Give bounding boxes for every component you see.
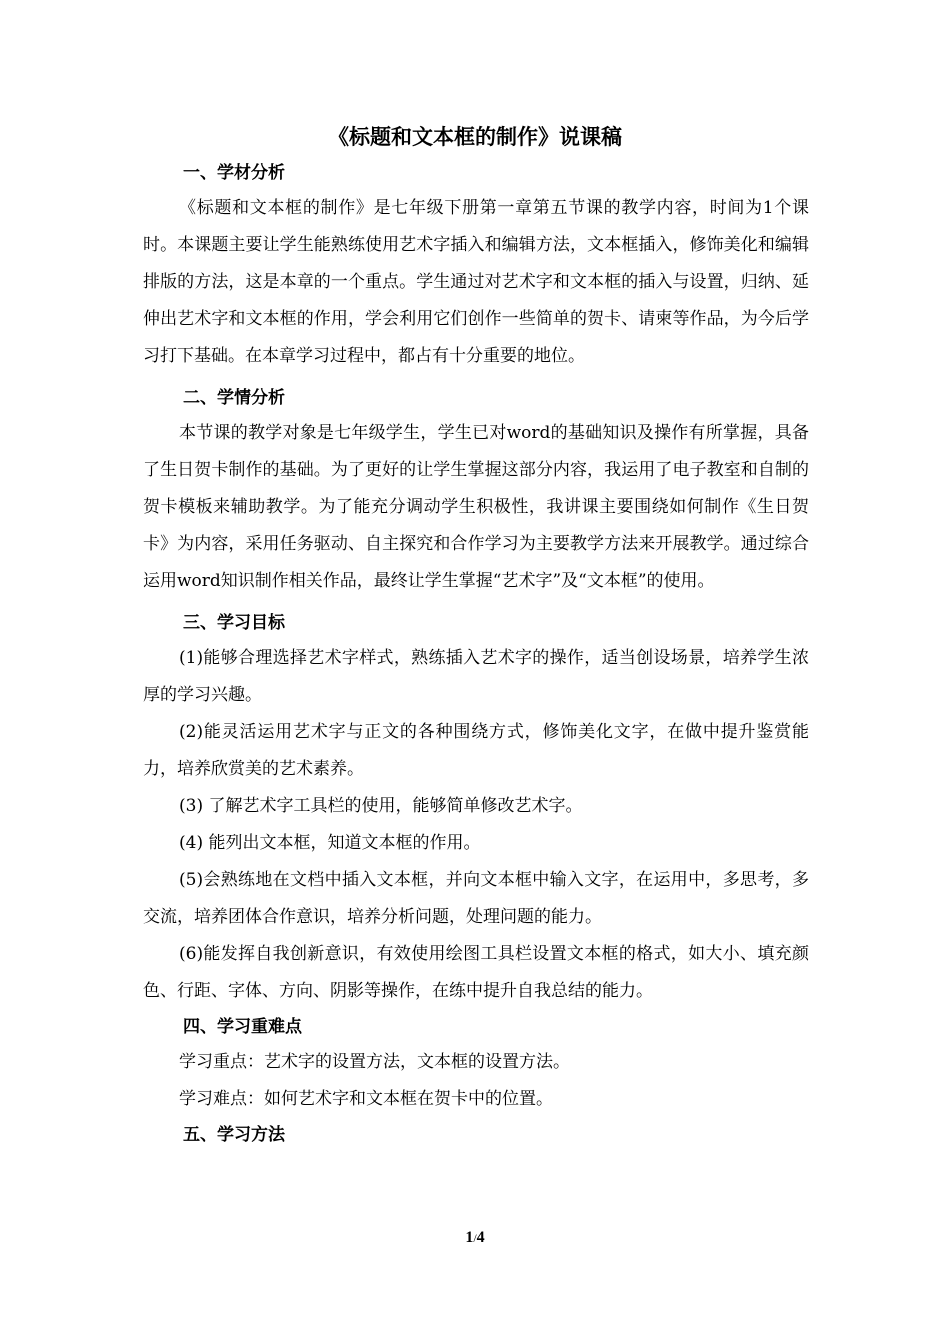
body-paragraph: 学习难点：如何艺术字和文本框在贺卡中的位置。 xyxy=(179,1089,553,1109)
section-heading: 一、学材分析 xyxy=(183,163,285,183)
body-paragraph: 本节课的教学对象是七年级学生，学生已对word的基础知识及操作有所掌握，具备了生日贺卡制作的基础。为了更好的让学生掌握这部分内容，我运用了电子教室和自制的贺卡模板来辅助教学。为了能充分调动学生积极性，我讲课主要围绕如何制作《生日贺卡》为内容，采用任务驱动、自主探究和合作学习为主要教学方法来开展教学。通过综合运用word知识制作相关作品，最终让学生掌握“艺术字”及“文本框”的使用。 xyxy=(143,423,809,591)
body-paragraph: (1)能够合理选择艺术字样式，熟练插入艺术字的操作，适当创设场景，培养学生浓厚的学习兴趣。 xyxy=(143,648,809,705)
document-title: 《标题和文本框的制作》说课稿 xyxy=(328,124,622,149)
section-heading: 四、学习重难点 xyxy=(183,1017,302,1037)
body-paragraph: 《标题和文本框的制作》是七年级下册第一章第五节课的教学内容，时间为1个课时。本课题主要让学生能熟练使用艺术字插入和编辑方法，文本框插入，修饰美化和编辑排版的方法，这是本章的一个重点。学生通过对艺术字和文本框的插入与设置，归纳、延伸出艺术字和文本框的作用，学会利用它们创作一些简单的贺卡、请柬等作品，为今后学习打下基础。在本章学习过程中，都占有十分重要的地位。 xyxy=(143,198,809,366)
body-paragraph: (4) 能列出文本框，知道文本框的作用。 xyxy=(179,833,481,853)
body-paragraph: (3) 了解艺术字工具栏的使用，能够简单修改艺术字。 xyxy=(179,796,583,816)
total-page-count: 4 xyxy=(476,1229,485,1246)
section-heading: 三、学习目标 xyxy=(183,613,285,633)
page-number xyxy=(0,1226,950,1250)
section-heading: 二、学情分析 xyxy=(183,388,285,408)
section-heading: 五、学习方法 xyxy=(183,1125,285,1145)
body-paragraph: (6)能发挥自我创新意识，有效使用绘图工具栏设置文本框的格式，如大小、填充颜色、行距、字体、方向、阴影等操作，在练中提升自我总结的能力。 xyxy=(143,944,809,1001)
body-paragraph: (2)能灵活运用艺术字与正文的各种围绕方式，修饰美化文字，在做中提升鉴赏能力，培养欣赏美的艺术素养。 xyxy=(143,722,809,779)
body-paragraph: 学习重点：艺术字的设置方法，文本框的设置方法。 xyxy=(179,1052,570,1072)
body-paragraph: (5)会熟练地在文档中插入文本框，并向文本框中输入文字，在运用中，多思考，多交流，培养团体合作意识，培养分析问题，处理问题的能力。 xyxy=(143,870,809,927)
document-body xyxy=(143,156,809,1152)
current-page-number: 1 xyxy=(465,1229,474,1246)
page-separator: / xyxy=(473,1231,477,1245)
